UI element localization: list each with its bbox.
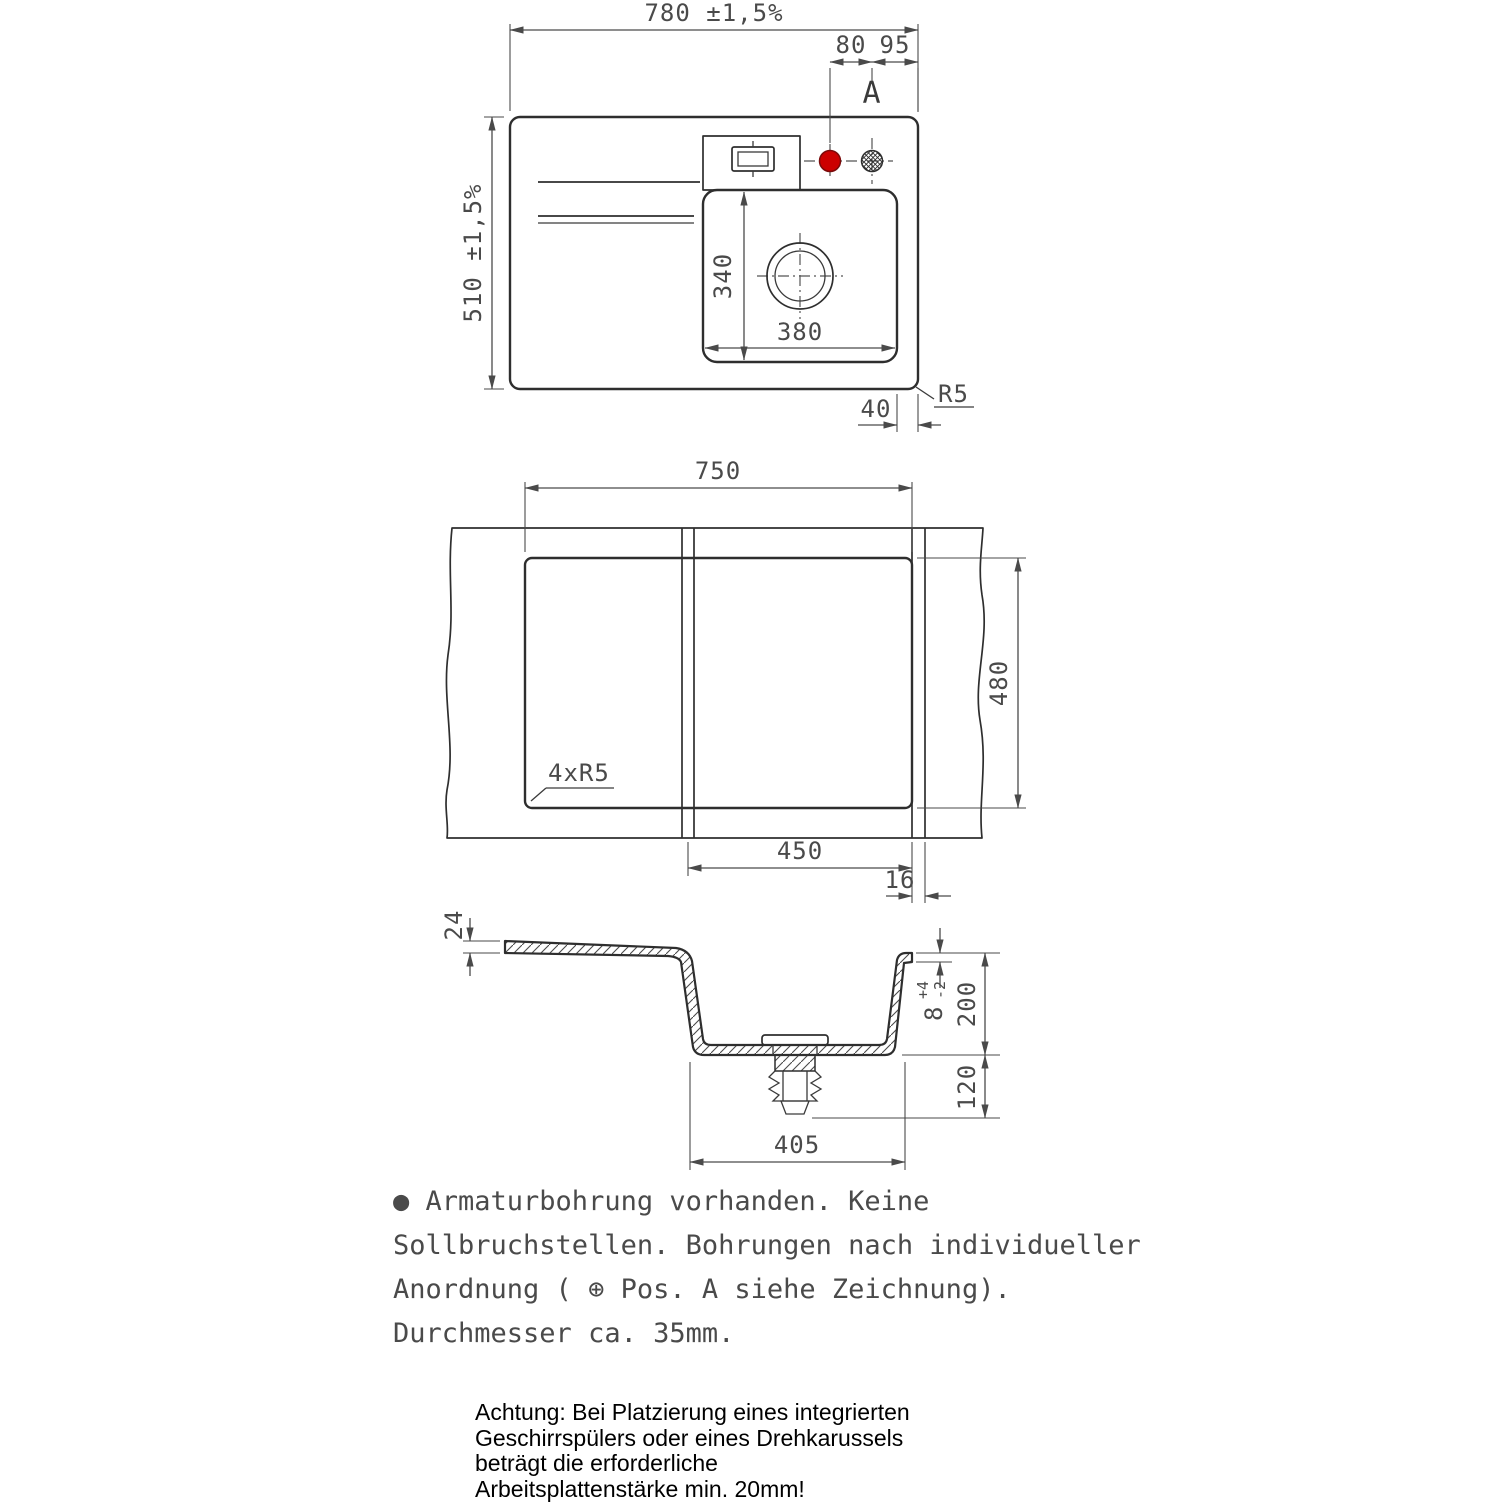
dim-text-16: 16 xyxy=(885,866,916,894)
installation-warning xyxy=(475,1400,1035,1502)
section-profile xyxy=(505,941,912,1055)
dim-bowl-section xyxy=(688,837,912,903)
tap-hole-marker-red-icon xyxy=(820,151,841,172)
dim-text-780: 780 ±1,5% xyxy=(644,0,783,27)
dim-cutout-depth xyxy=(917,558,1026,808)
dim-rim-thickness xyxy=(440,910,500,976)
dim-bowl-depth xyxy=(812,953,1000,1118)
warning-line: Geschirrspülers oder eines Drehkarussels xyxy=(475,1426,1035,1452)
tap-deck xyxy=(703,136,800,190)
dim-text-8-minus: -2 xyxy=(931,981,949,999)
dim-text-510: 510 ±1,5% xyxy=(459,183,487,322)
dim-edge-gap xyxy=(885,842,951,903)
dim-cutout-width xyxy=(525,457,912,552)
pos-a-hole-symbol-icon xyxy=(862,151,883,172)
label-4xr5: 4xR5 xyxy=(548,759,610,787)
dim-hole-positions xyxy=(830,31,918,143)
tap-hole-notes xyxy=(393,1180,1173,1356)
dim-bowl-outer-width xyxy=(690,1062,905,1170)
warning-line: Arbeitsplattenstärke min. 20mm! xyxy=(475,1477,1035,1502)
note-line: ● Armaturbohrung vorhanden. Keine xyxy=(393,1180,1173,1224)
corner-radius-note xyxy=(916,380,974,408)
cutout-corner-note xyxy=(531,759,614,801)
dim-text-80: 80 xyxy=(836,31,867,59)
dim-text-95: 95 xyxy=(880,31,911,59)
dim-text-40: 40 xyxy=(861,395,892,423)
note-line: Anordnung ( ⊕ Pos. A siehe Zeichnung). xyxy=(393,1268,1173,1312)
dim-text-8-plus: +4 xyxy=(914,981,932,999)
dim-text-380: 380 xyxy=(777,318,823,346)
warning-line: beträgt die erforderliche xyxy=(475,1451,1035,1477)
dim-text-450: 450 xyxy=(777,837,823,865)
countertop-outline xyxy=(446,528,984,838)
dim-text-200: 200 xyxy=(953,981,981,1027)
dim-text-24: 24 xyxy=(440,910,468,941)
section-view xyxy=(440,910,1000,1170)
warning-line: Achtung: Bei Platzierung eines integrierten xyxy=(475,1400,1035,1426)
top-view xyxy=(459,0,974,432)
position-a-label: A xyxy=(862,76,881,111)
sink-edge-projection-lines xyxy=(682,528,925,838)
note-line: Sollbruchstellen. Bohrungen nach individueller xyxy=(393,1224,1173,1268)
dim-text-405: 405 xyxy=(774,1131,820,1159)
label-r5: R5 xyxy=(938,380,969,408)
dim-text-480: 480 xyxy=(985,660,1013,706)
dim-edge-offset xyxy=(858,394,941,432)
dim-overall-depth xyxy=(459,117,504,389)
drainer-lines xyxy=(538,182,700,223)
dim-text-340: 340 xyxy=(709,253,737,299)
cutout-view xyxy=(446,457,1026,903)
drain-icon xyxy=(757,233,843,319)
overflow-slot-icon xyxy=(732,141,774,177)
dim-text-750: 750 xyxy=(695,457,741,485)
dim-text-120: 120 xyxy=(953,1064,981,1110)
note-line: Durchmesser ca. 35mm. xyxy=(393,1312,1173,1356)
dim-text-8: 8 xyxy=(920,1006,948,1021)
